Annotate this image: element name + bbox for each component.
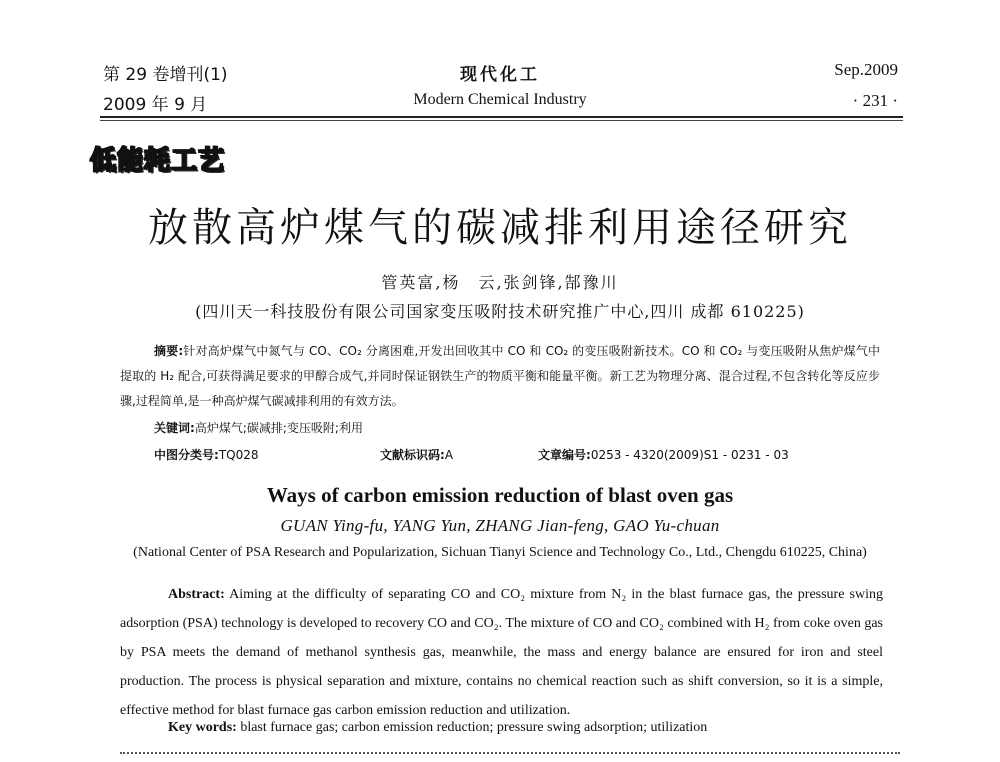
date-label-en: Sep.2009 [834,60,898,79]
article-title-cn: 放散高炉煤气的碳减排利用途径研究 [148,205,852,251]
journal-name-en: Modern Chemical Industry [413,91,587,108]
keywords-cn [154,419,363,436]
keywords-en [168,720,707,736]
clc-number [154,446,259,463]
authors-en: GUAN Ying-fu, YANG Yun, ZHANG Jian-feng, GAO Yu-chuan [280,516,720,535]
journal-name-cn: 现代化工 [460,65,540,85]
affiliation-cn: (四川天一科技股份有限公司国家变压吸附技术研究推广中心,四川 成都 610225) [195,302,805,321]
authors-cn: 管英富,杨 云,张剑锋,郜豫川 [381,273,619,292]
abstract-cn-text: 针对高炉煤气中氮气与 CO、CO₂ 分离困难,开发出回收其中 CO 和 CO₂ 的变压吸附新技术。CO 和 CO₂ 与变压吸附从焦炉煤气中提取的 H₂ 配合,可获得满足要求的甲醇合成气,并同时保证钢铁生产的物质平衡和能量平衡。新工艺为物理分离、混合过程,不包含转化等反应步骤,过程简单,是一种高炉煤气碳减排利用的有效方法。 [120,344,880,408]
page-number: · 231 · [852,91,898,110]
article-number-value: 0253 - 4320(2009)S1 - 0231 - 03 [590,448,789,462]
abstract-en-text: Aiming at the difficulty of separating CO and CO₂ mixture from N₂ in the blast furnace gas, the pressure swing adsorption (PSA) technology is developed to recovery CO and CO₂. The mixture of CO and CO₂ combined with H₂ from coke oven gas by PSA meets the demand of methanol synthesis gas, meanwhile, the mass and energy balance are ensured for iron and steel production. The process is physical separation and mixture, contains no chemical reaction such as shift conversion, so it is a simple, effective method for blast furnace gas carbon emission reduction and utilization. [120,587,883,718]
doc-code-label: 文献标识码: [380,448,445,462]
article-title-en: Ways of carbon emission reduction of blast oven gas [266,483,734,507]
date-label-cn: 2009 年 9 月 [103,95,208,115]
document-code [380,446,453,463]
keywords-en-label: Key words: [168,720,237,735]
header-rule-thin [100,120,903,121]
keywords-cn-label: 关键词: [154,421,195,435]
clc-label: 中图分类号: [154,448,219,462]
clc-value: TQ028 [218,448,259,462]
doc-code-value: A [444,448,454,462]
keywords-cn-text: 高炉煤气;碳减排;变压吸附;利用 [194,421,363,435]
abstract-en [120,580,883,725]
keywords-en-text: blast furnace gas; carbon emission reduction; pressure swing adsorption; utilization [240,720,708,735]
header-rule-thick [100,116,903,118]
article-number-label: 文章编号: [538,448,591,462]
affiliation-en: (National Center of PSA Research and Popularization, Sichuan Tianyi Science and Technology Co., Ltd., Chengdu 610225, China) [133,545,867,560]
abstract-en-label: Abstract: [168,587,225,602]
article-number [538,446,789,463]
column-tag: 低能耗工艺 [90,146,226,176]
body-text-cut-off [120,752,900,762]
abstract-cn-label: 摘要: [154,344,184,358]
abstract-cn [120,339,880,414]
issue-label: 第 29 卷增刊(1) [103,65,228,85]
